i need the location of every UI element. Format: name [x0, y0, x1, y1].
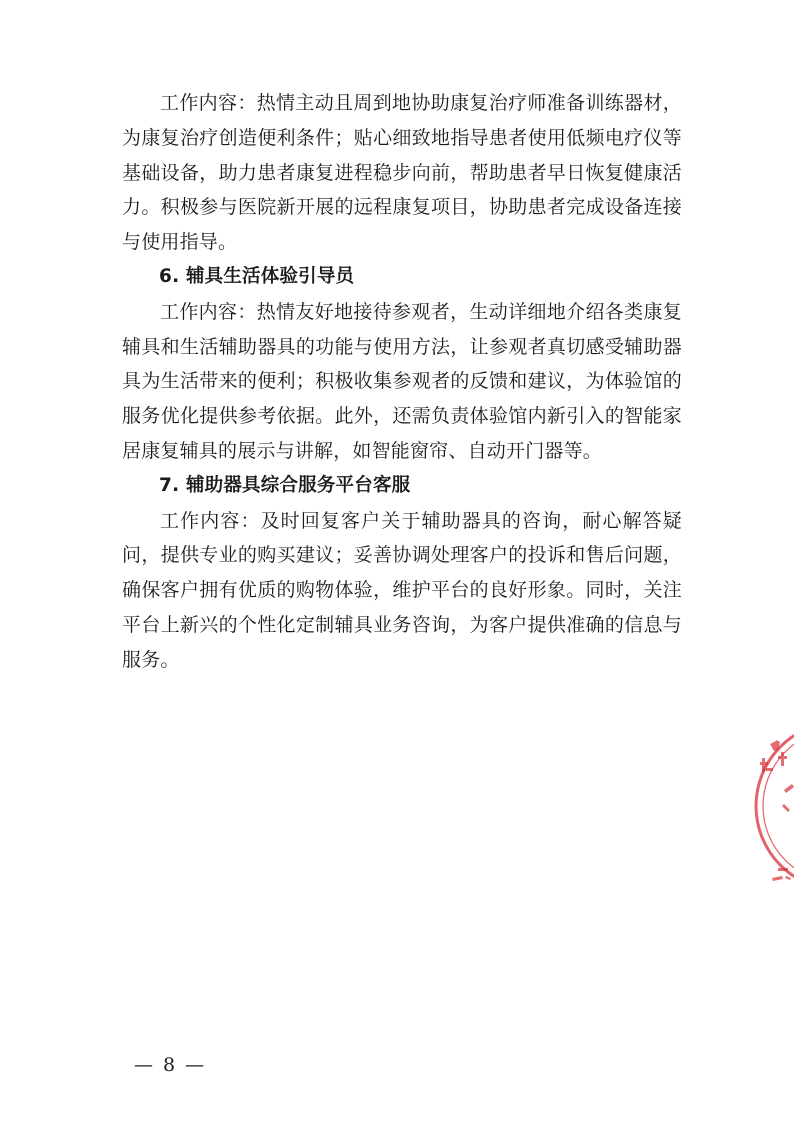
paragraph-work-content-7: 工作内容：及时回复客户关于辅助器具的咨询，耐心解答疑问，提供专业的购买建议；妥善协调处理客户的投诉和售后问题，确保客户拥有优质的购物体验，维护平台的良好形象。同时，关注平台上新兴的个性化定制辅具业务咨询，为客户提供准确的信息与服务。: [122, 509, 682, 671]
official-seal-icon: [748, 718, 794, 898]
paragraph-work-content-6: 工作内容：热情友好地接待参观者，生动详细地介绍各类康复辅具和生活辅助器具的功能与使用方法，让参观者真切感受辅助器具为生活带来的便利；积极收集参观者的反馈和建议，为体验馆的服务优化提供参考依据。此外，还需负责体验馆内新引入的智能家居康复辅具的展示与讲解，如智能窗帘、自动开门器等。: [122, 300, 682, 462]
section-heading-7: 7. 辅助器具综合服务平台客服: [159, 474, 411, 496]
document-body: [122, 86, 682, 678]
page-number: — 8 —: [134, 1054, 207, 1076]
paragraph-work-content-1: 工作内容：热情主动且周到地协助康复治疗师准备训练器材，为康复治疗创造便利条件；贴心细致地指导患者使用低频电疗仪等基础设备，助力患者康复进程稳步向前，帮助患者早日恢复健康活力。积极参与医院新开展的远程康复项目，协助患者完成设备连接与使用指导。: [122, 92, 682, 254]
section-heading-6: 6. 辅具生活体验引导员: [159, 265, 355, 287]
